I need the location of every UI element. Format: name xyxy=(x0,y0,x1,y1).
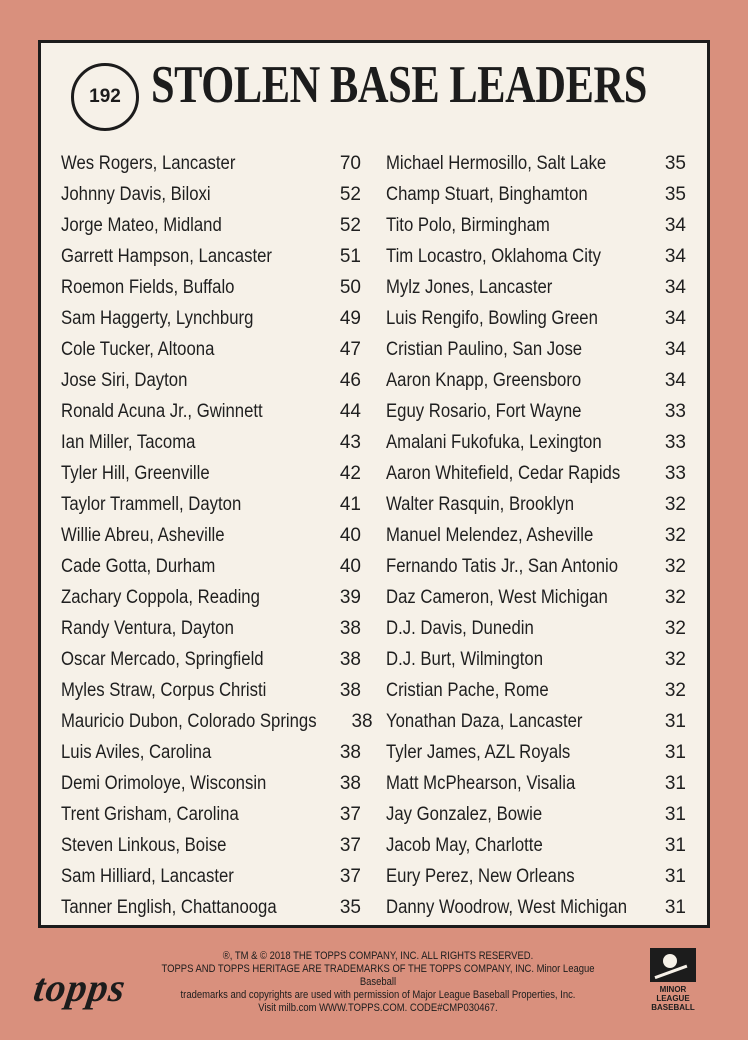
leader-row xyxy=(61,241,361,272)
player-name: Danny Woodrow, West Michigan xyxy=(386,896,628,918)
leader-row xyxy=(386,644,686,675)
leader-row xyxy=(61,706,373,737)
player-name: Sam Haggerty, Lynchburg xyxy=(61,307,254,329)
player-name: Jose Siri, Dayton xyxy=(61,369,188,391)
player-name: Cade Gotta, Durham xyxy=(61,555,216,577)
stolen-bases-value: 32 xyxy=(664,586,686,608)
leader-row xyxy=(61,613,361,644)
player-name: D.J. Burt, Wilmington xyxy=(386,648,544,670)
stolen-bases-value: 33 xyxy=(664,431,686,453)
stolen-bases-value: 52 xyxy=(339,214,361,236)
leader-row xyxy=(61,365,361,396)
player-name: Tyler Hill, Greenville xyxy=(61,462,210,484)
leader-row xyxy=(386,613,686,644)
leader-row xyxy=(61,396,361,427)
player-name: Cristian Pache, Rome xyxy=(386,679,549,701)
stolen-bases-value: 38 xyxy=(339,679,361,701)
player-name: Tim Locastro, Oklahoma City xyxy=(386,245,601,267)
stolen-bases-value: 38 xyxy=(339,772,361,794)
stolen-bases-value: 42 xyxy=(339,462,361,484)
stolen-bases-value: 34 xyxy=(664,338,686,360)
leader-row xyxy=(61,520,361,551)
player-name: Taylor Trammell, Dayton xyxy=(61,493,242,515)
legal-line: trademarks and copyrights are used with permission of Major League Baseball Properties, Inc. xyxy=(180,989,576,1001)
topps-logo: topps xyxy=(30,965,129,1010)
stolen-bases-value: 31 xyxy=(664,741,686,763)
leader-row xyxy=(61,830,361,861)
player-name: Myles Straw, Corpus Christi xyxy=(61,679,267,701)
stolen-bases-value: 46 xyxy=(339,369,361,391)
stolen-bases-value: 31 xyxy=(664,834,686,856)
leader-row xyxy=(386,427,686,458)
stolen-bases-value: 38 xyxy=(339,741,361,763)
player-name: Zachary Coppola, Reading xyxy=(61,586,260,608)
leader-row xyxy=(61,799,361,830)
player-name: Michael Hermosillo, Salt Lake xyxy=(386,152,607,174)
leader-row xyxy=(386,830,686,861)
stolen-bases-value: 52 xyxy=(339,183,361,205)
player-name: Ian Miller, Tacoma xyxy=(61,431,196,453)
player-name: Randy Ventura, Dayton xyxy=(61,617,234,639)
stolen-bases-value: 35 xyxy=(339,896,361,918)
player-name: Willie Abreu, Asheville xyxy=(61,524,225,546)
leader-row xyxy=(386,861,686,892)
player-name: Sam Hilliard, Lancaster xyxy=(61,865,234,887)
leader-row xyxy=(61,551,361,582)
leader-row xyxy=(386,458,686,489)
player-name: Aaron Whitefield, Cedar Rapids xyxy=(386,462,621,484)
leader-row xyxy=(386,334,686,365)
player-name: Jacob May, Charlotte xyxy=(386,834,543,856)
player-name: Cristian Paulino, San Jose xyxy=(386,338,583,360)
stolen-bases-value: 43 xyxy=(339,431,361,453)
leader-row xyxy=(61,582,361,613)
stolen-bases-value: 31 xyxy=(664,803,686,825)
leader-row xyxy=(61,892,361,923)
stolen-bases-value: 31 xyxy=(664,865,686,887)
player-name: D.J. Davis, Dunedin xyxy=(386,617,534,639)
leader-row xyxy=(386,148,686,179)
legal-line: ®, TM & © 2018 THE TOPPS COMPANY, INC. ALL RIGHTS RESERVED. xyxy=(222,950,534,962)
player-name: Oscar Mercado, Springfield xyxy=(61,648,264,670)
batter-icon xyxy=(650,948,696,982)
stolen-bases-value: 51 xyxy=(339,245,361,267)
player-name: Tito Polo, Birmingham xyxy=(386,214,550,236)
stolen-bases-value: 37 xyxy=(339,865,361,887)
leaders-card xyxy=(38,40,710,928)
leader-row xyxy=(386,179,686,210)
leader-row xyxy=(386,799,686,830)
stolen-bases-value: 32 xyxy=(664,493,686,515)
stolen-bases-value: 32 xyxy=(664,679,686,701)
player-name: Trent Grisham, Carolina xyxy=(61,803,239,825)
player-name: Matt McPhearson, Visalia xyxy=(386,772,576,794)
stolen-bases-value: 35 xyxy=(664,152,686,174)
stolen-bases-value: 32 xyxy=(664,524,686,546)
leader-row xyxy=(386,396,686,427)
card-title: STOLEN BASE LEADERS xyxy=(151,56,647,114)
stolen-bases-value: 47 xyxy=(339,338,361,360)
player-name: Eguy Rosario, Fort Wayne xyxy=(386,400,582,422)
stolen-bases-value: 34 xyxy=(664,276,686,298)
player-name: Amalani Fukofuka, Lexington xyxy=(386,431,602,453)
milb-logo xyxy=(642,948,704,1012)
stolen-bases-value: 34 xyxy=(664,214,686,236)
leader-row xyxy=(61,861,361,892)
leader-row xyxy=(61,272,361,303)
stolen-bases-value: 70 xyxy=(339,152,361,174)
player-name: Johnny Davis, Biloxi xyxy=(61,183,211,205)
player-name: Fernando Tatis Jr., San Antonio xyxy=(386,555,619,577)
leader-row xyxy=(386,303,686,334)
leader-row xyxy=(386,768,686,799)
stolen-bases-value: 38 xyxy=(339,617,361,639)
leader-row xyxy=(386,892,686,923)
stolen-bases-value: 44 xyxy=(339,400,361,422)
leader-row xyxy=(386,272,686,303)
player-name: Steven Linkous, Boise xyxy=(61,834,227,856)
leader-row xyxy=(61,303,361,334)
player-name: Ronald Acuna Jr., Gwinnett xyxy=(61,400,263,422)
stolen-bases-value: 49 xyxy=(339,307,361,329)
leaders-column-left xyxy=(61,148,373,923)
leader-row xyxy=(61,334,361,365)
player-name: Daz Cameron, West Michigan xyxy=(386,586,608,608)
legal-text xyxy=(154,950,601,1015)
stolen-bases-value: 35 xyxy=(664,183,686,205)
stolen-bases-value: 32 xyxy=(664,617,686,639)
leader-row xyxy=(386,675,686,706)
leader-row xyxy=(386,489,686,520)
leader-row xyxy=(61,179,361,210)
leader-row xyxy=(61,210,361,241)
leader-row xyxy=(61,644,361,675)
player-name: Demi Orimoloye, Wisconsin xyxy=(61,772,267,794)
player-name: Garrett Hampson, Lancaster xyxy=(61,245,272,267)
player-name: Yonathan Daza, Lancaster xyxy=(386,710,583,732)
player-name: Wes Rogers, Lancaster xyxy=(61,152,236,174)
player-name: Luis Rengifo, Bowling Green xyxy=(386,307,598,329)
player-name: Walter Rasquin, Brooklyn xyxy=(386,493,575,515)
stolen-bases-value: 38 xyxy=(351,710,373,732)
leader-row xyxy=(61,768,361,799)
stolen-bases-value: 31 xyxy=(664,772,686,794)
leader-row xyxy=(386,365,686,396)
leader-row xyxy=(386,210,686,241)
stolen-bases-value: 31 xyxy=(664,896,686,918)
stolen-bases-value: 37 xyxy=(339,803,361,825)
player-name: Aaron Knapp, Greensboro xyxy=(386,369,582,391)
card-footer xyxy=(0,930,748,1040)
stolen-bases-value: 34 xyxy=(664,307,686,329)
stolen-bases-value: 34 xyxy=(664,369,686,391)
stolen-bases-value: 50 xyxy=(339,276,361,298)
stolen-bases-value: 37 xyxy=(339,834,361,856)
leader-row xyxy=(386,582,686,613)
stolen-bases-value: 32 xyxy=(664,648,686,670)
stolen-bases-value: 39 xyxy=(339,586,361,608)
player-name: Tyler James, AZL Royals xyxy=(386,741,571,763)
leader-row xyxy=(386,737,686,768)
leader-row xyxy=(386,241,686,272)
player-name: Tanner English, Chattanooga xyxy=(61,896,277,918)
leader-row xyxy=(386,551,686,582)
stolen-bases-value: 34 xyxy=(664,245,686,267)
stolen-bases-value: 33 xyxy=(664,400,686,422)
stolen-bases-value: 38 xyxy=(339,648,361,670)
stolen-bases-value: 41 xyxy=(339,493,361,515)
player-name: Eury Perez, New Orleans xyxy=(386,865,575,887)
leader-row xyxy=(386,520,686,551)
stolen-bases-value: 33 xyxy=(664,462,686,484)
player-name: Luis Aviles, Carolina xyxy=(61,741,212,763)
player-name: Mauricio Dubon, Colorado Springs xyxy=(61,710,317,732)
leaders-column-right xyxy=(386,148,686,923)
player-name: Roemon Fields, Buffalo xyxy=(61,276,235,298)
milb-text: MINOR LEAGUE BASEBALL xyxy=(651,985,695,1012)
stolen-bases-value: 31 xyxy=(664,710,686,732)
player-name: Jorge Mateo, Midland xyxy=(61,214,222,236)
stolen-bases-value: 32 xyxy=(664,555,686,577)
player-name: Jay Gonzalez, Bowie xyxy=(386,803,543,825)
player-name: Champ Stuart, Binghamton xyxy=(386,183,588,205)
leader-row xyxy=(61,148,361,179)
player-name: Manuel Melendez, Asheville xyxy=(386,524,594,546)
stolen-bases-value: 40 xyxy=(339,524,361,546)
leader-row xyxy=(61,489,361,520)
leader-row xyxy=(386,706,686,737)
leader-row xyxy=(61,458,361,489)
legal-line: Visit milb.com WWW.TOPPS.COM. CODE#CMP030467. xyxy=(258,1002,498,1014)
legal-line: TOPPS AND TOPPS HERITAGE ARE TRADEMARKS OF THE TOPPS COMPANY, INC. Minor League Baseball xyxy=(161,963,595,988)
leader-row xyxy=(61,675,361,706)
leader-row xyxy=(61,427,361,458)
card-number-badge: 192 xyxy=(71,63,139,131)
player-name: Cole Tucker, Altoona xyxy=(61,338,215,360)
stolen-bases-value: 40 xyxy=(339,555,361,577)
leader-row xyxy=(61,737,361,768)
player-name: Mylz Jones, Lancaster xyxy=(386,276,553,298)
